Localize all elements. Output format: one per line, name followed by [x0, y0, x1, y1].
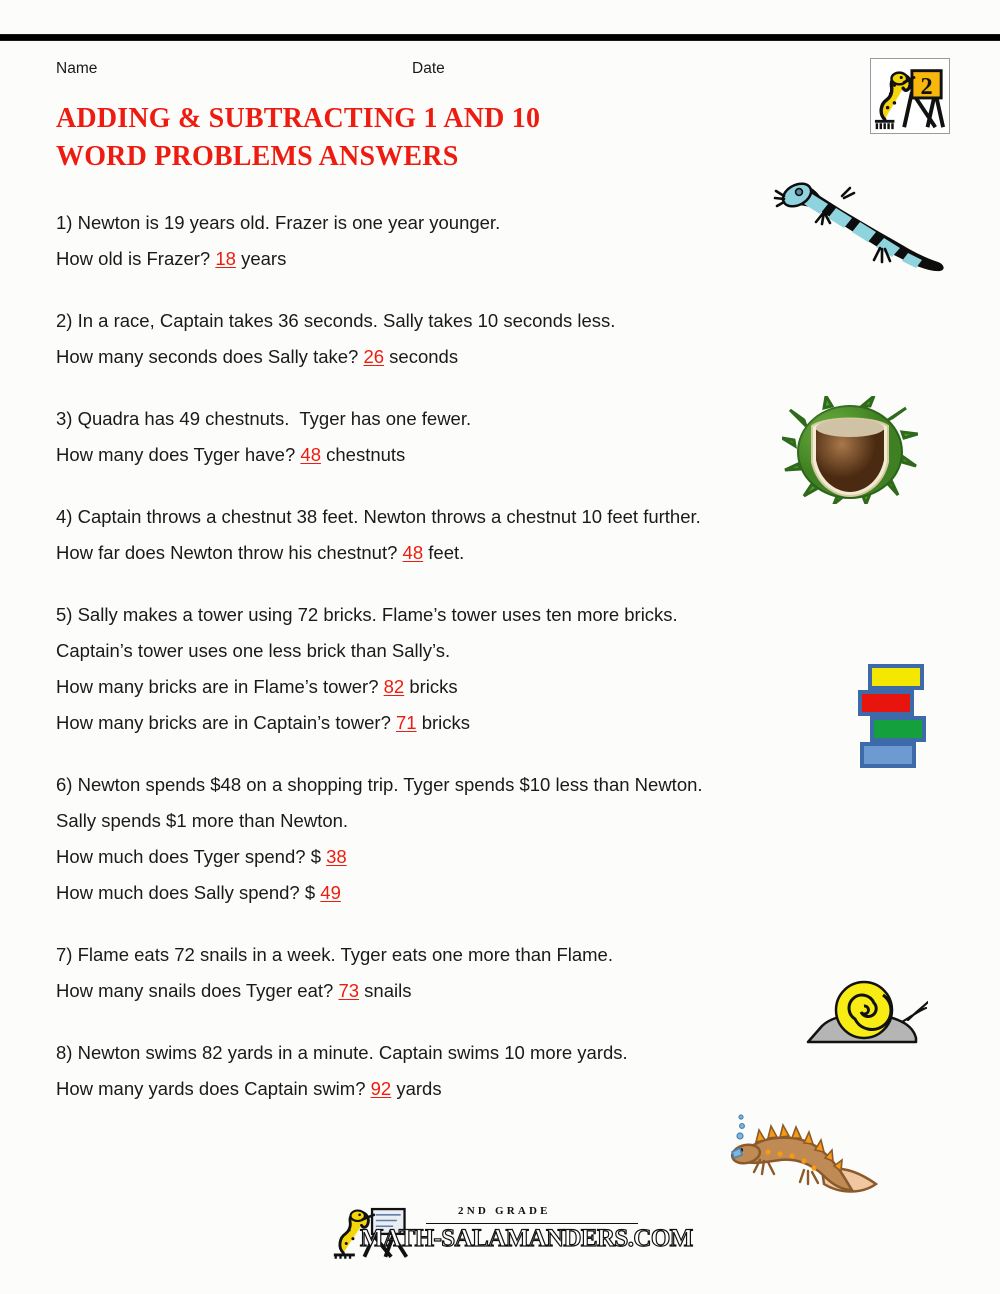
problem-2-line-1: [56, 303, 916, 339]
answer-value: 26: [363, 346, 385, 367]
answer-value: 82: [383, 676, 405, 697]
footer-divider: [426, 1223, 638, 1224]
answer-value: 49: [320, 882, 341, 903]
problem-text: years: [235, 248, 287, 269]
problem-text: How many yards does Captain swim?: [56, 1078, 371, 1099]
lizard-illustration: [772, 176, 950, 284]
problem-5: [56, 597, 916, 741]
problem-text: snails: [359, 980, 412, 1001]
answer-value: 18: [215, 248, 236, 269]
problem-6-line-2: [56, 803, 916, 839]
problem-list: [56, 205, 916, 1133]
snail-illustration: [802, 976, 928, 1054]
problem-5-line-3: [56, 669, 916, 705]
problem-7-line-2: [56, 973, 916, 1009]
problem-text: How many seconds does Sally take?: [56, 346, 364, 367]
problem-text: feet.: [423, 542, 465, 563]
problem-text: 4) Captain throws a chestnut 38 feet. Newton throws a chestnut 10 feet further.: [56, 506, 701, 527]
answer-value: 48: [300, 444, 321, 465]
problem-7: [56, 937, 916, 1009]
problem-text: yards: [391, 1078, 442, 1099]
problem-8-line-1: [56, 1035, 916, 1071]
problem-text: Captain’s tower uses one less brick than Sally’s.: [56, 640, 451, 661]
problem-2-line-2: [56, 339, 916, 375]
problem-text: How many bricks are in Flame’s tower?: [56, 676, 384, 697]
footer-domain-label: MATH-SALAMANDERS.COM: [360, 1225, 693, 1252]
problem-text: 7) Flame eats 72 snails in a week. Tyger eats one more than Flame.: [56, 944, 613, 965]
grade-number: 2: [920, 73, 933, 101]
grade-badge: [870, 58, 950, 134]
problem-text: How many snails does Tyger eat?: [56, 980, 339, 1001]
worksheet-title: [56, 100, 756, 176]
problem-8: [56, 1035, 916, 1107]
problem-2: [56, 303, 916, 375]
problem-6: [56, 767, 916, 911]
answer-value: 73: [338, 980, 360, 1001]
answer-value: 38: [326, 846, 347, 867]
name-label: Name: [56, 60, 98, 77]
header-divider-rule: [0, 34, 1000, 41]
problem-5-line-1: [56, 597, 916, 633]
problem-text: 8) Newton swims 82 yards in a minute. Captain swims 10 more yards.: [56, 1042, 628, 1063]
problem-text: How many bricks are in Captain’s tower?: [56, 712, 396, 733]
problem-text: Sally spends $1 more than Newton.: [56, 810, 349, 831]
problem-4-line-1: [56, 499, 916, 535]
problem-text: seconds: [384, 346, 459, 367]
problem-text: 5) Sally makes a tower using 72 bricks. Flame’s tower uses ten more bricks.: [56, 604, 678, 625]
problem-text: How far does Newton throw his chestnut?: [56, 542, 403, 563]
problem-4: [56, 499, 916, 571]
answer-value: 71: [396, 712, 417, 733]
problem-7-line-1: [56, 937, 916, 973]
problem-text: How much does Tyger spend? $: [56, 846, 327, 867]
problem-6-line-1: [56, 767, 916, 803]
problem-text: 2) In a race, Captain takes 36 seconds. Sally takes 10 seconds less.: [56, 310, 616, 331]
answer-value: 48: [402, 542, 424, 563]
title-line-1: ADDING & SUBTRACTING 1 AND 10: [56, 103, 541, 134]
problem-text: How old is Frazer?: [56, 248, 216, 269]
problem-text: 6) Newton spends $48 on a shopping trip. Tyger spends $10 less than Newton.: [56, 774, 703, 795]
footer-grade-label: 2ND GRADE: [458, 1205, 551, 1217]
answer-value: 92: [370, 1078, 392, 1099]
problem-text: bricks: [404, 676, 458, 697]
title-line-2: WORD PROBLEMS ANSWERS: [56, 141, 459, 172]
problem-5-line-4: [56, 705, 916, 741]
problem-text: bricks: [416, 712, 471, 733]
newt-illustration: [726, 1108, 888, 1198]
problem-text: How much does Sally spend? $: [56, 882, 321, 903]
bricks-illustration: [852, 662, 938, 768]
problem-6-line-4: [56, 875, 916, 911]
problem-text: How many does Tyger have?: [56, 444, 301, 465]
salamander-easel-grade-2-icon: [871, 59, 949, 133]
problem-text: chestnuts: [320, 444, 406, 465]
date-label: Date: [412, 60, 445, 77]
problem-6-line-3: [56, 839, 916, 875]
problem-8-line-2: [56, 1071, 916, 1107]
problem-text: 3) Quadra has 49 chestnuts. Tyger has one fewer.: [56, 408, 472, 429]
problem-text: 1) Newton is 19 years old. Frazer is one year younger.: [56, 212, 501, 233]
problem-4-line-2: [56, 535, 916, 571]
chestnut-illustration: [782, 396, 918, 504]
problem-5-line-2: [56, 633, 916, 669]
footer-logo: [330, 1203, 693, 1259]
